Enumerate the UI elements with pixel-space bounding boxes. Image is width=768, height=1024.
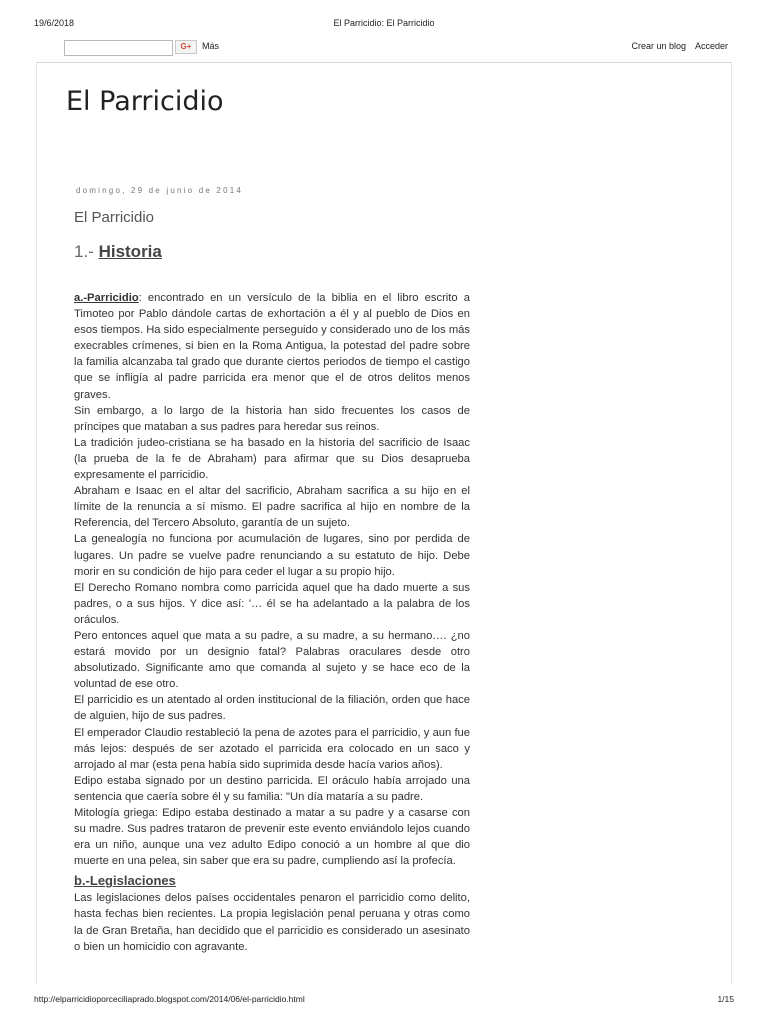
print-header [34,18,734,32]
subheading-legislaciones: b.-Legislaciones [74,873,176,889]
section-heading [74,242,162,262]
paragraph: El parricidio es un atentado al orden institucional de la filiación, orden que hace de alguien, hijo de sus padres. [74,694,470,723]
page-number: 1/15 [717,994,734,1004]
print-footer [34,994,734,1006]
content-frame-left [36,62,37,984]
create-blog-link[interactable]: Crear un blog [631,41,686,51]
page-url: http://elparricidioporceciliaprado.blogspot.com/2014/06/el-parricidio.html [34,994,305,1004]
paragraph-text: : encontrado en un versículo de la biblia en el libro escrito a Timoteo por Pablo dándole cartas de exhortación a él y al pueblo de Dios en esos tiempos. Ha sido especialmente perseguido y considerado uno de los más execrables crímenes, si bien en la Roma Antigua, la potestad del padre sobre la familia alcanzaba tal grado que durante ciertos periodos de tiempo el castigo que se infligía al padre parricida era menor que el de otros delitos menos graves. [74,292,470,401]
print-page-title: El Parricidio: El Parricidio [333,18,435,28]
paragraph: Abraham e Isaac en el altar del sacrificio, Abraham sacrifica a su hijo en el límite de la renuncia a sí mismo. El padre sacrifica al hijo en nombre de la Referencia, del Tercero Absoluto, garantía de un sujeto. [74,485,470,530]
print-date: 19/6/2018 [34,18,75,28]
more-link[interactable]: Más [202,41,220,51]
section-name: Historia [98,242,162,261]
post-date: domingo, 29 de junio de 2014 [76,186,244,195]
paragraph: Las legislaciones delos países occidentales penaron el parricidio como delito, hasta fechas bien recientes. La propia legislación penal peruana y otras como la de Gran Bretaña, han decidido que el parricidio es considerado un asesinato o bien un homicidio con agravante. [74,892,470,953]
sign-in-link[interactable]: Acceder [694,41,728,51]
subheading-parricidio: a.-Parricidio [74,292,139,304]
paragraph: Mitología griega: Edipo estaba destinado a matar a su padre y a casarse con su madre. Sus padres trataron de prevenir este evento enviándolo lejos cuando era un niño, aunque una vez adulto Edipo conoció a un hombre al que dio muerte en una pelea, sin saber que era su padre, cumpliendo así la profecía. [74,807,470,868]
post-body [74,290,470,955]
section-number: 1.- [74,242,99,261]
paragraph: La genealogía no funciona por acumulación de lugares, sino por perdida de lugares. Un padre se vuelve padre renunciando a su estatuto de hijo. Debe morir en su condición de hijo para ceder el lugar a su propio hijo. [74,533,470,578]
paragraph: El Derecho Romano nombra como parricida aquel que ha dado muerte a sus padres, o a sus hijos. Y dice así: '… él se ha adelantado a la palabra de los oráculos. [74,581,470,626]
paragraph: Sin embargo, a lo largo de la historia han sido frecuentes los casos de príncipes que mataban a sus padres para heredar sus reinos. [74,404,470,433]
content-frame-right [731,62,732,984]
paragraph: La tradición judeo-cristiana se ha basado en la historia del sacrificio de Isaac (la prueba de la fe de Abraham) para afirmar que su Dios desaprueba expresamente el parricidio. [74,436,470,482]
paragraph [74,290,470,403]
blog-title[interactable]: El Parricidio [66,86,224,117]
paragraph: Pero entonces aquel que mata a su padre, a su madre, a su hermano…. ¿no estará movido por un designio fatal? Palabras oraculares desde otro absolutizado. Significante amo que comanda al sujeto y se hace eco de la voluntad de ese otro. [74,629,470,691]
paragraph: El emperador Claudio restableció la pena de azotes para el parricidio, y aun fue más lejos: después de ser azotado el parricida era colocado en un saco y arrojado al mar (esta pena había sido suprimida desde hacía varios años). [74,726,470,771]
post-title[interactable]: El Parricidio [74,209,155,226]
header-divider [36,62,732,63]
blogger-navbar [64,38,728,56]
paragraph: Edipo estaba signado por un destino parricida. El oráculo había arrojado una sentencia que caería sobre él y su familia: "Un día mataría a su padre. [74,774,470,803]
gplus-share-button[interactable]: G+ [175,40,197,54]
search-input[interactable] [64,40,173,56]
